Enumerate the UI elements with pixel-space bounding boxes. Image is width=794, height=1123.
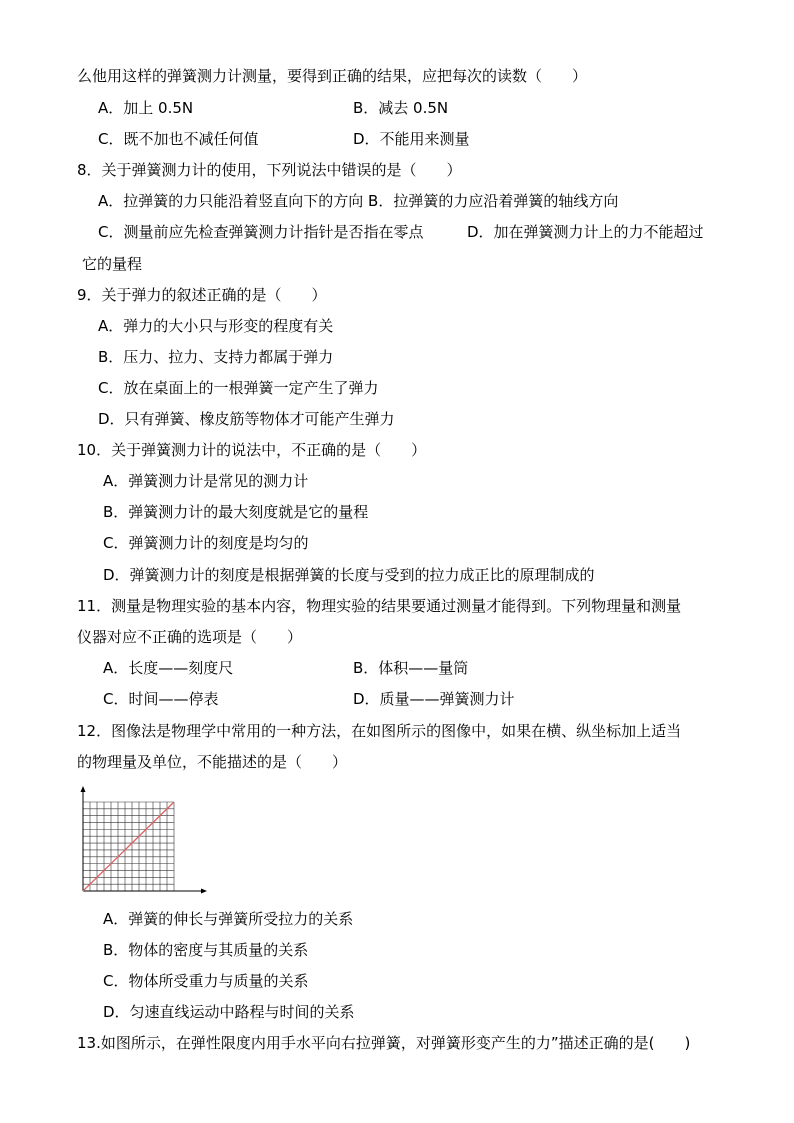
q8-option-ab: A．拉弹簧的力只能沿着竖直向下的方向 B．拉弹簧的力应沿着弹簧的轴线方向	[98, 192, 619, 210]
graph-x-axis-arrow	[201, 889, 207, 894]
q8-stem: 8．关于弹簧测力计的使用，下列说法中错误的是（ ）	[77, 161, 462, 179]
q11-option-b: B．体积——量筒	[353, 659, 469, 677]
q8-option-c: C．测量前应先检查弹簧测力计指针是否指在零点	[98, 223, 424, 241]
q10-stem: 10．关于弹簧测力计的说法中，不正确的是（ ）	[77, 441, 427, 459]
q8-option-d-continued: 它的量程	[82, 255, 143, 273]
q9-option-d: D．只有弹簧、橡皮筋等物体才可能产生弹力	[98, 410, 395, 428]
graph-y-axis-arrow	[81, 786, 86, 792]
q9-option-a: A．弹力的大小只与形变的程度有关	[98, 317, 334, 335]
q12-option-d: D．匀速直线运动中路程与时间的关系	[103, 1003, 355, 1021]
graph-diagonal-line	[83, 802, 174, 891]
q11-stem-line1: 11．测量是物理实验的基本内容，物理实验的结果要通过测量才能得到。下列物理量和测量	[77, 597, 682, 615]
q12-stem-line1: 12．图像法是物理学中常用的一种方法，在如图所示的图像中，如果在横、纵坐标加上适当	[77, 722, 682, 740]
q7-option-a: A．加上 0.5N	[98, 99, 194, 117]
q8-option-d: D．加在弹簧测力计上的力不能超过	[467, 223, 704, 241]
q9-option-c: C．放在桌面上的一根弹簧一定产生了弹力	[98, 379, 379, 397]
q9-option-b: B．压力、拉力、支持力都属于弹力	[98, 348, 334, 366]
q7-stem-tail: 么他用这样的弹簧测力计测量，要得到正确的结果，应把每次的读数（ ）	[77, 67, 588, 85]
q7-option-b: B．减去 0.5N	[353, 99, 449, 117]
q13-stem: 13.如图所示，在弹性限度内用手水平向右拉弹簧，对弹簧形变产生的力”描述正确的是( )	[77, 1034, 691, 1052]
q11-option-a: A．长度——刻度尺	[103, 659, 234, 677]
q7-option-d: D．不能用来测量	[353, 130, 470, 148]
q12-stem-line2: 的物理量及单位，不能描述的是（ ）	[77, 753, 348, 771]
q9-stem: 9．关于弹力的叙述正确的是（ ）	[77, 286, 327, 304]
q10-option-d: D．弹簧测力计的刻度是根据弹簧的长度与受到的拉力成正比的原理制成的	[103, 566, 595, 584]
q12-option-a: A．弹簧的伸长与弹簧所受拉力的关系	[103, 910, 354, 928]
q10-option-b: B．弹簧测力计的最大刻度就是它的量程	[103, 503, 369, 521]
q11-stem-line2: 仪器对应不正确的选项是（ ）	[77, 628, 303, 646]
q10-option-a: A．弹簧测力计是常见的测力计	[103, 472, 309, 490]
q12-option-b: B．物体的密度与其质量的关系	[103, 941, 309, 959]
q7-option-c: C．既不加也不减任何值	[98, 130, 259, 148]
q10-option-c: C．弹簧测力计的刻度是均匀的	[103, 534, 309, 552]
q11-option-c: C．时间——停表	[103, 690, 219, 708]
grid-graph-figure	[72, 786, 207, 896]
q12-option-c: C．物体所受重力与质量的关系	[103, 972, 309, 990]
q11-option-d: D．质量——弹簧测力计	[353, 690, 515, 708]
